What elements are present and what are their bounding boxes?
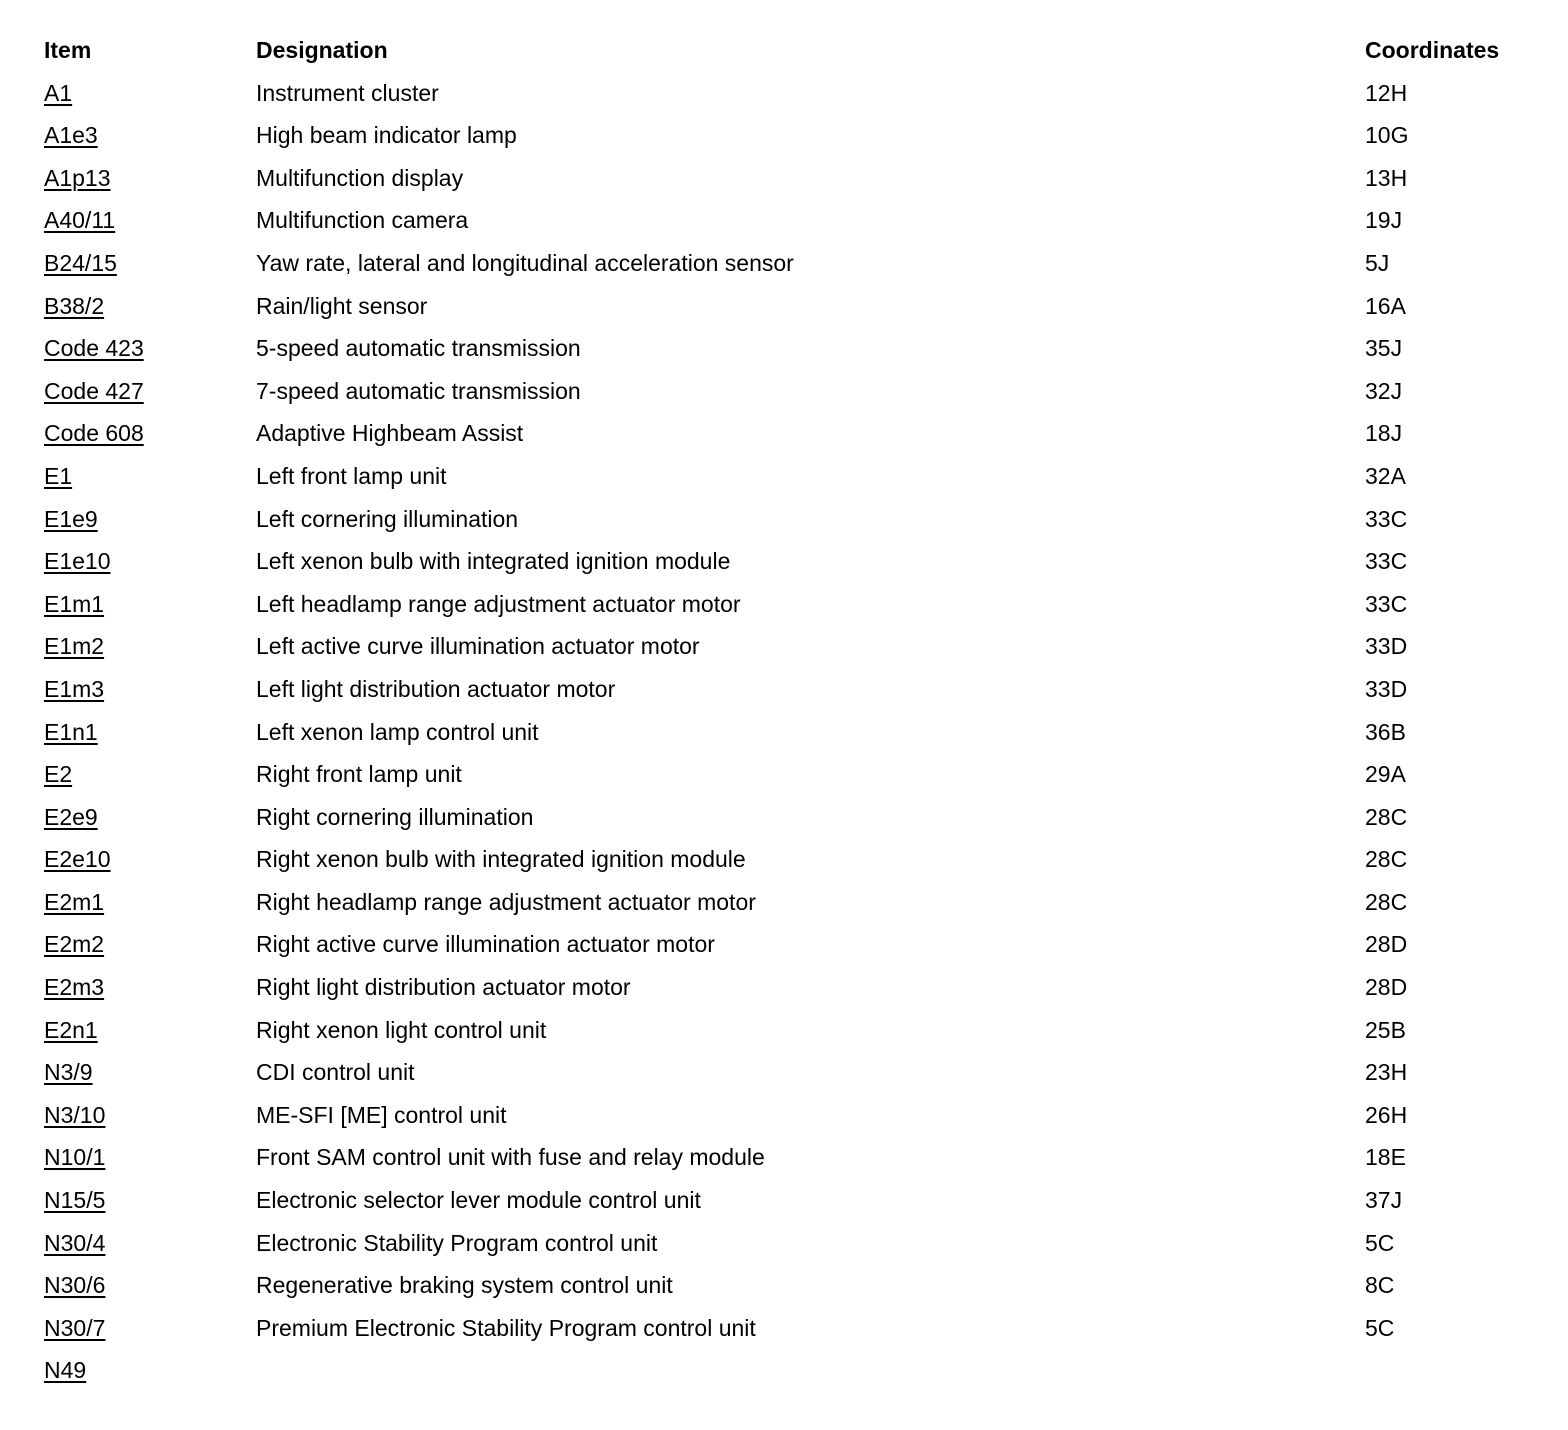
table-row <box>44 1222 1544 1265</box>
item-link[interactable]: E1e10 <box>44 548 111 575</box>
item-link[interactable]: E2n1 <box>44 1016 98 1043</box>
table-row <box>44 370 1544 413</box>
item-link[interactable]: Code 608 <box>44 420 144 447</box>
coordinates-cell: 28C <box>1365 846 1408 873</box>
coordinates-cell: 33D <box>1365 633 1408 660</box>
item-link[interactable]: A1p13 <box>44 164 111 191</box>
table-body <box>44 72 1544 1392</box>
coordinates-cell: 23H <box>1365 1059 1408 1086</box>
table-row <box>44 796 1544 839</box>
table-row <box>44 583 1544 626</box>
table-row <box>44 498 1544 541</box>
designation-cell: Left headlamp range adjustment actuator motor <box>256 590 741 617</box>
designation-cell: Rain/light sensor <box>256 292 428 319</box>
coordinates-cell: 5J <box>1365 249 1390 276</box>
table-row <box>44 668 1544 711</box>
item-link[interactable]: E2 <box>44 761 73 788</box>
item-link[interactable]: E1n1 <box>44 718 98 745</box>
coordinates-cell: 13H <box>1365 164 1408 191</box>
table-row <box>44 72 1544 115</box>
table-row <box>44 327 1544 370</box>
item-link[interactable]: A1e3 <box>44 122 98 149</box>
coordinates-cell: 33C <box>1365 505 1408 532</box>
table-row <box>44 1094 1544 1137</box>
item-link[interactable]: E1 <box>44 462 73 489</box>
item-link[interactable]: N30/6 <box>44 1272 106 1299</box>
coordinates-cell: 33D <box>1365 675 1408 702</box>
item-link[interactable]: Code 423 <box>44 335 144 362</box>
item-link[interactable]: E1m3 <box>44 675 105 702</box>
table-row <box>44 881 1544 924</box>
designation-cell: Left cornering illumination <box>256 505 519 532</box>
table-row <box>44 285 1544 328</box>
item-link[interactable]: E2e9 <box>44 803 98 830</box>
coordinates-cell: 29A <box>1365 761 1406 788</box>
coordinates-cell: 32J <box>1365 377 1403 404</box>
table-row <box>44 711 1544 754</box>
coordinates-cell: 28C <box>1365 888 1408 915</box>
table-row <box>44 1307 1544 1350</box>
item-link[interactable]: Code 427 <box>44 377 144 404</box>
table-row <box>44 923 1544 966</box>
table-row <box>44 753 1544 796</box>
table-row <box>44 157 1544 200</box>
coordinates-cell: 33C <box>1365 548 1408 575</box>
table-row <box>44 199 1544 242</box>
item-link[interactable]: E2e10 <box>44 846 111 873</box>
table-row <box>44 1349 1544 1392</box>
designation-cell: 5-speed automatic transmission <box>256 335 581 362</box>
coordinates-cell: 26H <box>1365 1101 1408 1128</box>
designation-cell: Right xenon bulb with integrated ignition module <box>256 846 746 873</box>
designation-cell: Instrument cluster <box>256 79 439 106</box>
coordinates-cell: 25B <box>1365 1016 1406 1043</box>
coordinates-cell: 35J <box>1365 335 1403 362</box>
designation-cell: Electronic selector lever module control unit <box>256 1187 701 1214</box>
designation-cell: Left light distribution actuator motor <box>256 675 616 702</box>
coordinates-cell: 10G <box>1365 122 1409 149</box>
designation-cell: Yaw rate, lateral and longitudinal acceleration sensor <box>256 249 794 276</box>
item-link[interactable]: E1m1 <box>44 590 105 617</box>
designation-cell: Right xenon light control unit <box>256 1016 547 1043</box>
header-coordinates: Coordinates <box>1365 37 1500 63</box>
item-link[interactable]: N15/5 <box>44 1187 106 1214</box>
designation-cell: ME-SFI [ME] control unit <box>256 1101 507 1128</box>
table-row <box>44 966 1544 1009</box>
coordinates-cell: 28D <box>1365 931 1408 958</box>
item-link[interactable]: E2m3 <box>44 974 105 1001</box>
table-row <box>44 838 1544 881</box>
coordinates-cell: 8C <box>1365 1272 1395 1299</box>
component-legend-table <box>44 29 1544 1392</box>
item-link[interactable]: A1 <box>44 79 73 106</box>
coordinates-cell: 33C <box>1365 590 1408 617</box>
coordinates-cell: 37J <box>1365 1187 1403 1214</box>
table-row <box>44 455 1544 498</box>
header-designation: Designation <box>256 37 388 63</box>
designation-cell: Right front lamp unit <box>256 761 462 788</box>
designation-cell: Left active curve illumination actuator motor <box>256 633 700 660</box>
item-link[interactable]: N30/4 <box>44 1229 106 1256</box>
item-link[interactable]: B38/2 <box>44 292 105 319</box>
item-link[interactable]: E2m2 <box>44 931 105 958</box>
coordinates-cell: 28C <box>1365 803 1408 830</box>
coordinates-cell: 5C <box>1365 1229 1395 1256</box>
designation-cell: Multifunction display <box>256 164 464 191</box>
designation-cell: 7-speed automatic transmission <box>256 377 581 404</box>
table-row <box>44 540 1544 583</box>
coordinates-cell: 5C <box>1365 1314 1395 1341</box>
item-link[interactable]: N3/9 <box>44 1059 93 1086</box>
item-link[interactable]: A40/11 <box>44 207 116 234</box>
table-row <box>44 412 1544 455</box>
item-link[interactable]: E1m2 <box>44 633 105 660</box>
designation-cell: Front SAM control unit with fuse and relay module <box>256 1144 765 1171</box>
coordinates-cell: 19J <box>1365 207 1403 234</box>
designation-cell: Multifunction camera <box>256 207 469 234</box>
item-link[interactable]: N49 <box>44 1357 87 1384</box>
table-row <box>44 625 1544 668</box>
table-row <box>44 114 1544 157</box>
designation-cell: Premium Electronic Stability Program control unit <box>256 1314 756 1341</box>
designation-cell: Right active curve illumination actuator motor <box>256 931 715 958</box>
designation-cell: Electronic Stability Program control unit <box>256 1229 658 1256</box>
designation-cell: Left front lamp unit <box>256 462 447 489</box>
designation-cell: Right light distribution actuator motor <box>256 974 631 1001</box>
table-row <box>44 242 1544 285</box>
item-link[interactable]: N30/7 <box>44 1314 106 1341</box>
item-link[interactable]: N3/10 <box>44 1101 106 1128</box>
table-row <box>44 1136 1544 1179</box>
item-link[interactable]: E1e9 <box>44 505 98 532</box>
coordinates-cell: 16A <box>1365 292 1406 319</box>
designation-cell: Left xenon lamp control unit <box>256 718 539 745</box>
designation-cell: Left xenon bulb with integrated ignition module <box>256 548 731 575</box>
coordinates-cell: 32A <box>1365 462 1406 489</box>
table-row <box>44 1051 1544 1094</box>
item-link[interactable]: B24/15 <box>44 249 117 276</box>
table-row <box>44 1179 1544 1222</box>
table-header-row <box>44 29 1544 72</box>
coordinates-cell: 18J <box>1365 420 1403 447</box>
header-item: Item <box>44 37 92 63</box>
coordinates-cell: 12H <box>1365 79 1408 106</box>
designation-cell: Right headlamp range adjustment actuator motor <box>256 888 756 915</box>
table-row <box>44 1009 1544 1052</box>
item-link[interactable]: N10/1 <box>44 1144 106 1171</box>
designation-cell: Adaptive Highbeam Assist <box>256 420 524 447</box>
designation-cell: Regenerative braking system control unit <box>256 1272 673 1299</box>
table-row <box>44 1264 1544 1307</box>
designation-cell: Right cornering illumination <box>256 803 534 830</box>
item-link[interactable]: E2m1 <box>44 888 105 915</box>
coordinates-cell: 18E <box>1365 1144 1406 1171</box>
designation-cell: High beam indicator lamp <box>256 122 517 149</box>
coordinates-cell: 36B <box>1365 718 1406 745</box>
coordinates-cell: 28D <box>1365 974 1408 1001</box>
designation-cell: CDI control unit <box>256 1059 415 1086</box>
